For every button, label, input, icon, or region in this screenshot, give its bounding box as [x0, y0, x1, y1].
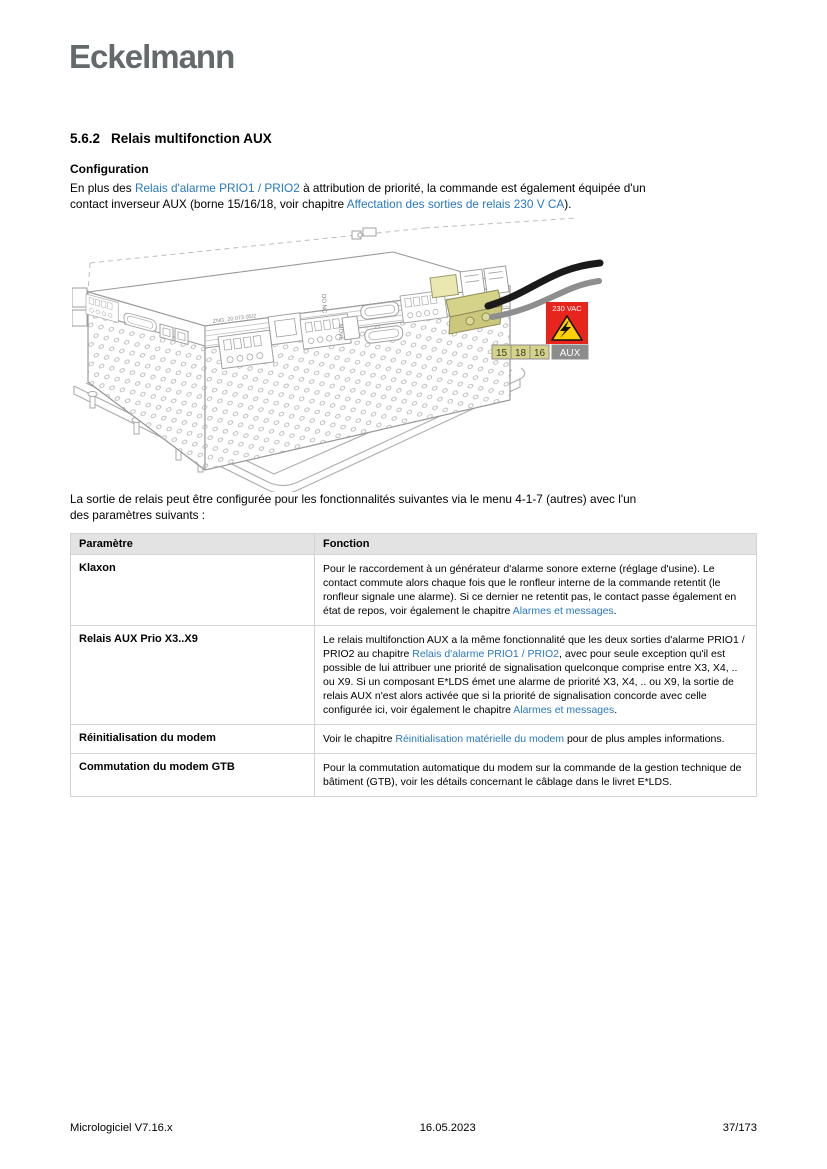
side-terminal-b	[72, 310, 87, 326]
warning-voltage-text: 230 VAC	[552, 304, 582, 313]
chapter-link-prio[interactable]: Relais d'alarme PRIO1 / PRIO2	[134, 181, 300, 195]
parameter-cell: Klaxon	[71, 555, 315, 626]
chapter-link-affectation[interactable]: Affectation des sorties de relais 230 V CA	[346, 196, 565, 211]
top-connector-widget	[352, 228, 376, 239]
terminal-strip	[492, 345, 588, 359]
function-cell: Pour la commutation automatique du modem sur la commande de la gestion technique de bâtiment (GTB), voir les détails concernant le câblage dans le livret E*LDS.	[315, 754, 757, 797]
device-figure	[72, 210, 612, 492]
company-logo: Eckelmann	[69, 38, 235, 75]
table-row	[71, 754, 757, 797]
terminal-18-label: 18	[514, 348, 527, 359]
footer-date: 16.05.2023	[419, 1122, 476, 1134]
section-title: Relais multifonction AUX	[111, 131, 272, 146]
rj45-port	[268, 313, 303, 345]
warning-label-230vac	[546, 302, 588, 344]
aux-terminal-highlight	[430, 275, 458, 298]
intro-line-1: En plus des Relais d'alarme PRIO1 / PRIO2 à attribution de priorité, la commande est également équipée d'un	[70, 181, 646, 195]
function-cell: Pour le raccordement à un générateur d'alarme sonore externe (réglage d'usine). Le contact commute alors chaque fois que le ronfleur interne de la commande retentit (le ronfleur signale une alarme). Si ce dernier ne retentit pas, le contact passe également en état de repos, voir également le chapitre Alarmes et messages.	[315, 555, 757, 626]
table-row	[71, 626, 757, 725]
chapter-link[interactable]: Alarmes et messages	[513, 704, 615, 716]
parameter-cell: Réinitialisation du modem	[71, 725, 315, 754]
device-marking-text: ZNG. 20 073 05/2	[212, 313, 257, 325]
footer-firmware-version: Micrologiciel V7.16.x	[70, 1122, 173, 1134]
table-row	[71, 725, 757, 754]
table-intro-paragraph: La sortie de relais peut être configurée pour les fonctionnalités suivantes via le menu 4-1-7 (autres) avec l'un des paramètres suivants :	[70, 492, 637, 522]
section-heading	[70, 131, 272, 146]
function-cell: Voir le chapitre Réinitialisation matérielle du modem pour de plus amples informations.	[315, 725, 757, 754]
move-port	[342, 316, 360, 340]
function-cell: Le relais multifonction AUX a la même fonctionnalité que les deux sorties d'alarme PRIO1 / PRIO2 au chapitre Relais d'alarme PRIO1 / PRIO2, avec pour seule exception qu'il est possible de lui attribuer une priorité de signalisation quelconque comprise entre X3, X4, .. ou X9. Si un composant E*LDS émet une alarme de priorité X3, X4, .. ou X9, la sortie de relais AUX n'est alors activée que si la priorité de signalisation concorde avec celle configurée ici, voir également le chapitre Alarmes et messages.	[315, 626, 757, 725]
parameter-cell: Commutation du modem GTB	[71, 754, 315, 797]
terminal-15-label: 15	[495, 348, 508, 359]
do-nc-label: DO NC	[320, 293, 327, 314]
aux-relay-label: AUX	[559, 348, 581, 359]
chapter-link[interactable]: Réinitialisation matérielle du modem	[395, 733, 565, 745]
chapter-link[interactable]: Relais d'alarme PRIO1 / PRIO2	[412, 648, 560, 660]
device-drawing-svg	[72, 210, 612, 492]
parameter-cell: Relais AUX Prio X3..X9	[71, 626, 315, 725]
parameter-table	[70, 533, 757, 797]
table-row	[71, 555, 757, 626]
configuration-heading: Configuration	[70, 162, 149, 176]
terminal-16-label: 16	[533, 348, 546, 359]
section-number: 5.6.2	[70, 131, 101, 146]
chapter-link[interactable]: Alarmes et messages	[512, 605, 614, 617]
intro-line-2: contact inverseur AUX (borne 15/16/18, voir chapitre Affectation des sorties de relais 230 V CA).	[70, 196, 572, 211]
page-footer	[70, 1122, 757, 1134]
footer-page-number: 37/173	[722, 1122, 757, 1134]
table-header-row	[71, 534, 757, 555]
side-terminal-a	[72, 288, 87, 307]
param-table-body	[71, 555, 757, 797]
intro-paragraph	[70, 181, 770, 212]
column-header-parametre: Paramètre	[71, 534, 315, 555]
move-label: MOVE	[337, 323, 344, 341]
column-header-fonction: Fonction	[315, 534, 757, 555]
